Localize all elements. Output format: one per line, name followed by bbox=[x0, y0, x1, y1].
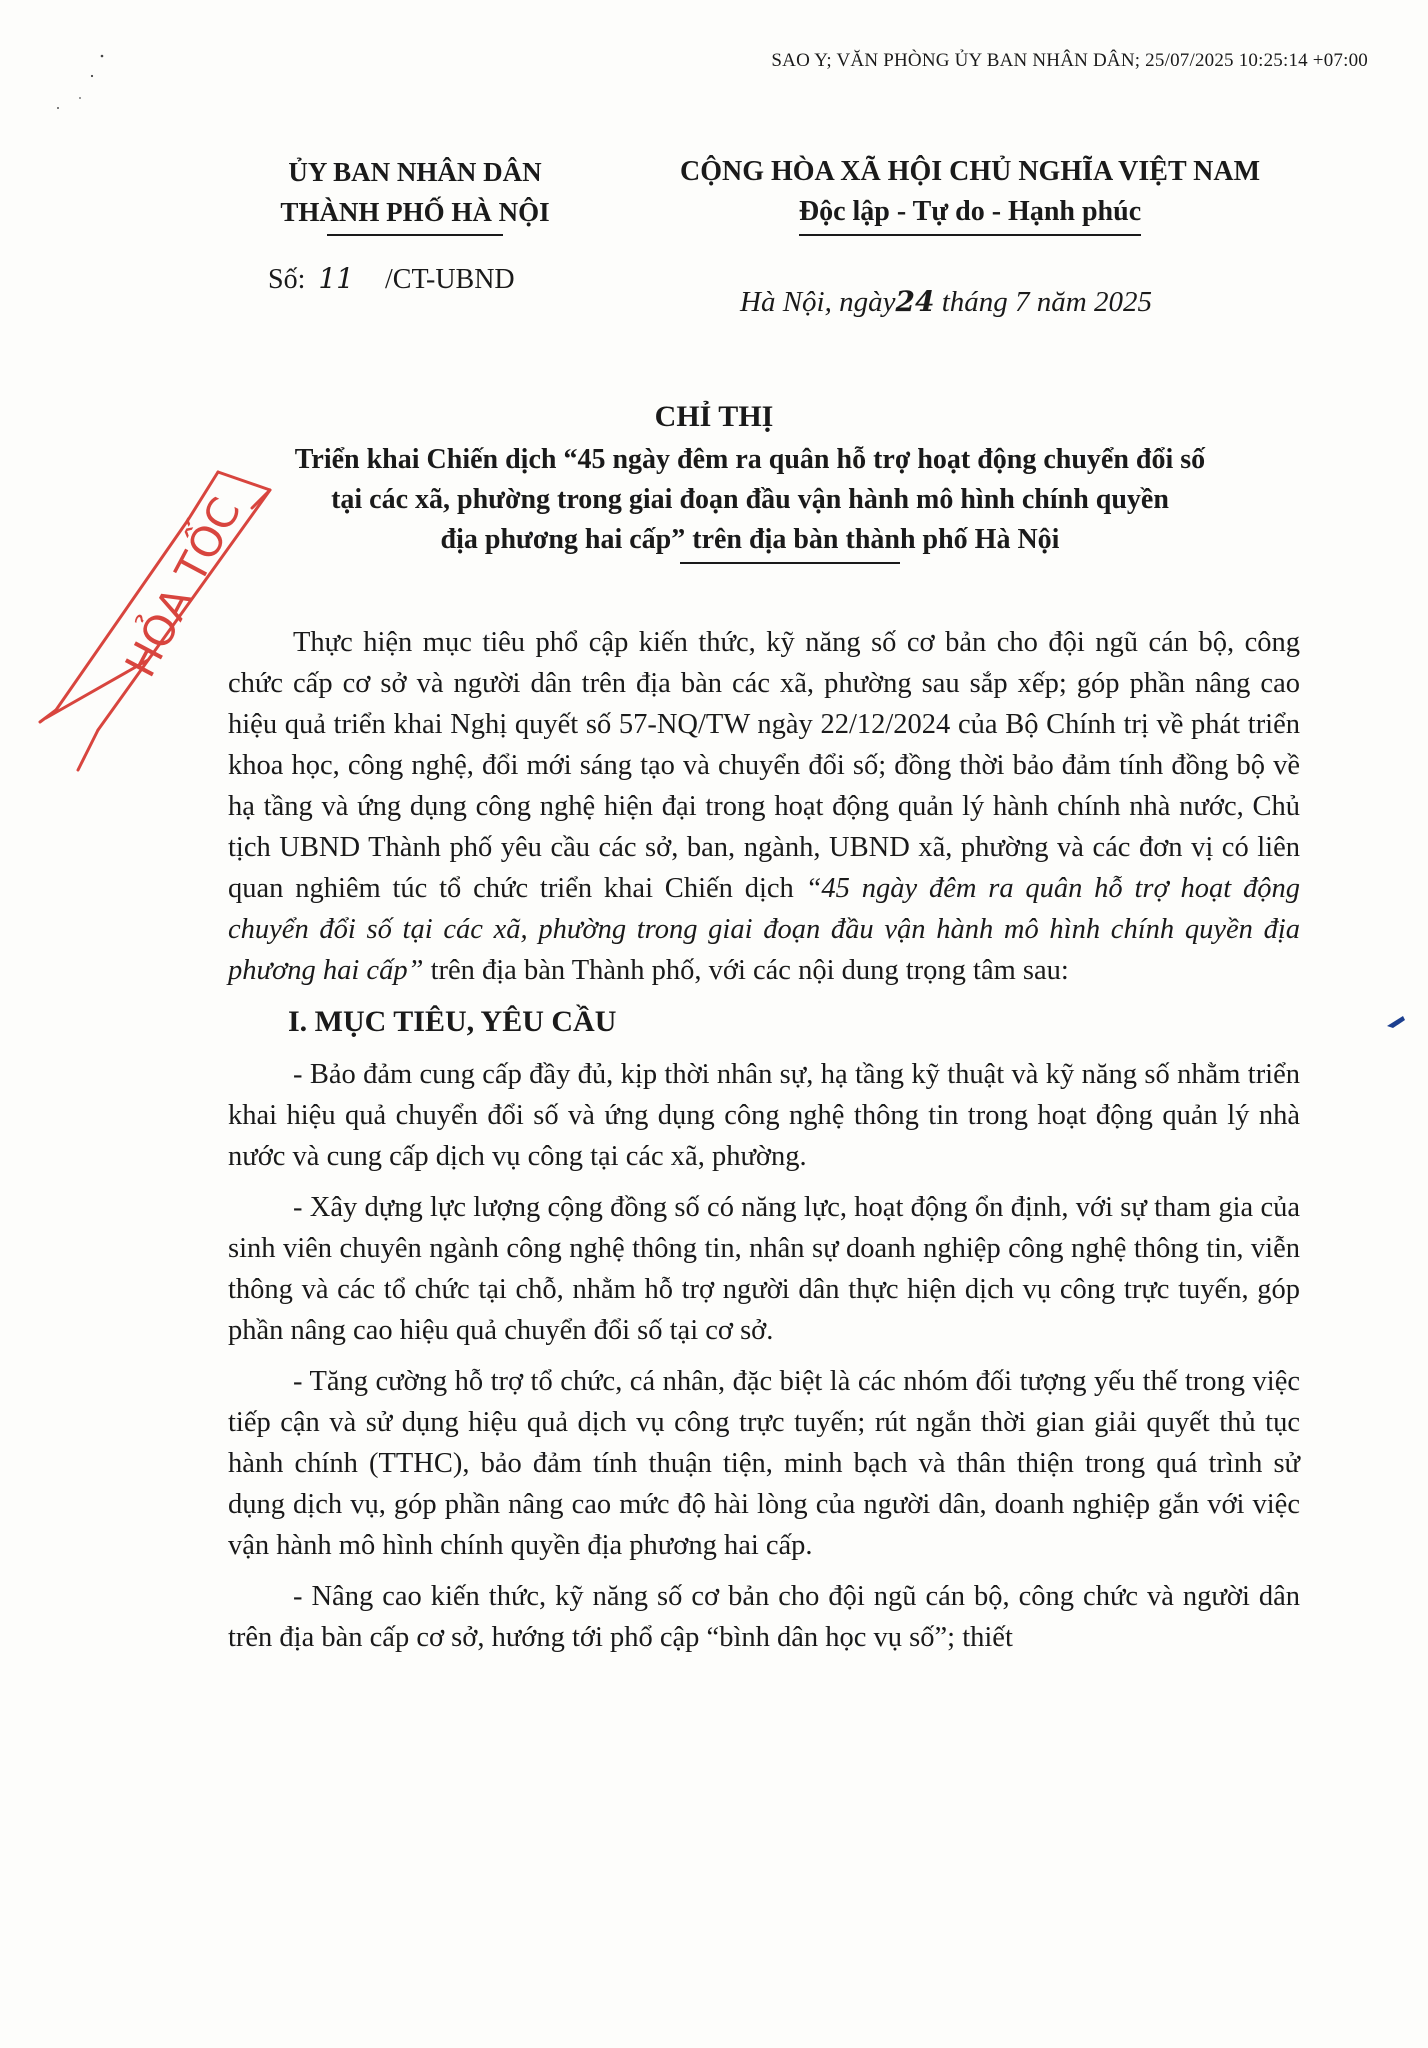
national-motto bbox=[630, 152, 1310, 236]
title-underline bbox=[680, 562, 900, 564]
issuing-authority bbox=[235, 152, 595, 236]
objective-paragraph-2: - Xây dựng lực lượng cộng đồng số có năng lực, hoạt động ổn định, với sự tham gia của sinh viên chuyên ngành công nghệ thông tin, nhân sự doanh nghiệp công nghệ thông tin, viễn thông và các tổ chức tại chỗ, nhằm hỗ trợ người dân thực hiện dịch vụ công trực tuyến, góp phần nâng cao hiệu quả chuyển đổi số tại cơ sở. bbox=[228, 1192, 1300, 1346]
document-number bbox=[268, 262, 515, 296]
date-day-handwritten: 24 bbox=[895, 285, 935, 318]
title-line-2: tại các xã, phường trong giai đoạn đầu vận hành mô hình chính quyền bbox=[331, 484, 1169, 515]
document-body bbox=[228, 622, 1300, 1668]
date-prefix: Hà Nội, ngày bbox=[740, 286, 896, 318]
issuer-line-2: THÀNH PHỐ HÀ NỘI bbox=[280, 197, 550, 227]
intro-text-2: trên địa bàn Thành phố, với các nội dung trọng tâm sau: bbox=[423, 955, 1069, 986]
issuer-line-1: ỦY BAN NHÂN DÂN bbox=[288, 157, 542, 187]
objective-paragraph-3: - Tăng cường hỗ trợ tổ chức, cá nhân, đặc biệt là các nhóm đối tượng yếu thế trong việc tiếp cận và sử dụng hiệu quả dịch vụ công trực tuyến; rút ngắn thời gian giải quyết thủ tục hành chính (TTHC), bảo đảm tính thuận tiện, minh bạch và thân thiện trong quá trình sử dụng dịch vụ, góp phần nâng cao mức độ hài lòng của người dân, doanh nghiệp gắn với việc vận hành mô hình chính quyền địa phương hai cấp. bbox=[228, 1366, 1300, 1561]
objective-paragraph-1: - Bảo đảm cung cấp đầy đủ, kịp thời nhân sự, hạ tầng kỹ thuật và kỹ năng số nhằm triển khai hiệu quả chuyển đổi số và ứng dụng công nghệ thông tin trong hoạt động quản lý nhà nước và cung cấp dịch vụ công tại các xã, phường. bbox=[228, 1059, 1300, 1172]
issuer-underline bbox=[327, 234, 503, 236]
objective-paragraph-4: - Nâng cao kiến thức, kỹ năng số cơ bản cho đội ngũ cán bộ, công chức và người dân trên địa bàn cấp cơ sở, hướng tới phổ cập “bình dân học vụ số”; thiết bbox=[228, 1581, 1300, 1653]
motto-line-1: CỘNG HÒA XÃ HỘI CHỦ NGHĨA VIỆT NAM bbox=[679, 156, 1261, 187]
pen-mark bbox=[1385, 1010, 1407, 1030]
copy-certification-header: SAO Y; VĂN PHÒNG ỦY BAN NHÂN DÂN; 25/07/2025 10:25:14 +07:00 bbox=[771, 50, 1368, 71]
stamp-label: HỎA TỐC bbox=[115, 489, 251, 685]
title-line-3: địa phương hai cấp” trên địa bàn thành phố Hà Nội bbox=[440, 524, 1060, 555]
intro-paragraph bbox=[228, 622, 1300, 991]
scan-specks bbox=[40, 50, 120, 120]
date-suffix: tháng 7 năm 2025 bbox=[941, 286, 1152, 318]
place-and-date bbox=[740, 285, 1152, 319]
document-title bbox=[210, 440, 1290, 564]
section-heading: I. MỤC TIÊU, YÊU CẦU bbox=[288, 1005, 617, 1038]
document-type: CHỈ THỊ bbox=[654, 400, 774, 433]
number-handwritten: 11 bbox=[318, 262, 354, 295]
motto-line-2: Độc lập - Tự do - Hạnh phúc bbox=[799, 192, 1141, 236]
campaign-name: “45 ngày đêm ra quân hỗ trợ hoạt động chuyển đổi số tại các xã, phường trong giai đoạn đầu vận hành mô hình chính quyền địa phương hai cấp” bbox=[228, 873, 1300, 986]
number-prefix: Số: bbox=[268, 264, 306, 295]
number-suffix: /CT-UBND bbox=[385, 264, 515, 295]
intro-text-1: Thực hiện mục tiêu phổ cập kiến thức, kỹ năng số cơ bản cho đội ngũ cán bộ, công chức cấp cơ sở và người dân trên địa bàn các xã, phường sau sắp xếp; góp phần nâng cao hiệu quả triển khai Nghị quyết số 57-NQ/TW ngày 22/12/2024 của Bộ Chính trị về phát triển khoa học, công nghệ, đổi mới sáng tạo và chuyển đổi số; đồng thời bảo đảm tính đồng bộ về hạ tầng và ứng dụng công nghệ hiện đại trong hoạt động quản lý hành chính nhà nước, Chủ tịch UBND Thành phố yêu cầu các sở, ban, ngành, UBND xã, phường và các đơn vị có liên quan nghiêm túc tổ chức triển khai Chiến dịch bbox=[228, 627, 1300, 904]
title-line-1: Triển khai Chiến dịch “45 ngày đêm ra quân hỗ trợ hoạt động chuyển đổi số bbox=[294, 444, 1206, 475]
